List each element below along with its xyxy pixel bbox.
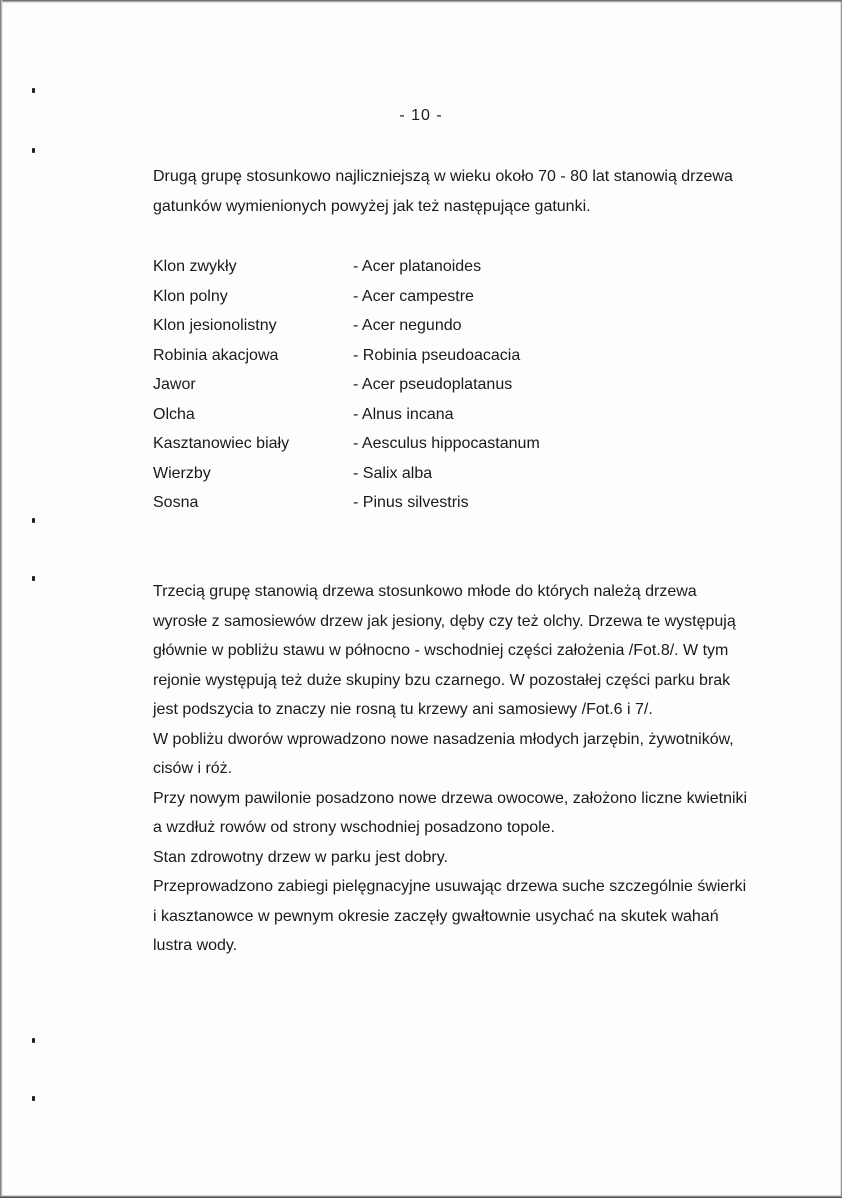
scan-edge-top [0, 0, 842, 3]
paragraph-line: wyrosłe z samosiewów drzew jak jesiony, dęby czy też olchy. Drzewa te występują [153, 612, 736, 630]
species-latin-name: - Acer negundo [353, 317, 462, 334]
paragraph-line: głównie w pobliżu stawu w północno - wschodniej części założenia /Fot.8/. W tym [153, 642, 729, 659]
paragraph-line: cisów i róż. [153, 760, 233, 777]
paragraph-line: jest podszycia to znaczy nie rosną tu krzewy ani samosiewy /Fot.6 i 7/. [153, 701, 653, 718]
species-row [153, 459, 673, 489]
species-latin-name: - Pinus silvestris [353, 494, 469, 511]
species-latin-name: - Acer pseudoplatanus [353, 376, 513, 393]
paragraph-line: Trzecią grupę stanowią drzewa stosunkowo młode do których należą drzewa [153, 583, 697, 600]
species-polish-name: Olcha [153, 405, 195, 423]
paragraph-line: rejonie występują też duże skupiny bzu czarnego. W pozostałej części parku brak [153, 671, 731, 689]
species-polish-name: Klon polny [153, 287, 228, 305]
species-row [153, 311, 673, 341]
scan-speck [32, 88, 35, 93]
scan-speck [32, 518, 35, 523]
species-polish-name: Kasztanowiec biały [153, 435, 290, 452]
body-paragraph [153, 577, 793, 961]
species-latin-name: - Robinia pseudoacacia [353, 346, 521, 364]
species-latin-name: - Acer campestre [353, 287, 474, 305]
scan-speck [32, 1096, 35, 1101]
species-row [153, 429, 673, 459]
species-list [153, 252, 673, 518]
paragraph-line: a wzdłuż rowów od strony wschodniej posadzono topole. [153, 819, 556, 836]
intro-paragraph [153, 162, 793, 221]
species-row [153, 370, 673, 400]
page-number: - 10 - [399, 107, 443, 124]
species-polish-name: Klon zwykły [153, 258, 237, 275]
species-latin-name: - Aesculus hippocastanum [353, 435, 540, 452]
paragraph-line: W pobliżu dworów wprowadzono nowe nasadzenia młodych jarzębin, żywotników, [153, 730, 734, 748]
paragraph-line: i kasztanowce w pewnym okresie zaczęły gwałtownie usychać na skutek wahań [153, 907, 719, 925]
species-polish-name: Sosna [153, 494, 199, 511]
paragraph-line: Przeprowadzono zabiegi pielęgnacyjne usuwając drzewa suche szczególnie świerki [153, 878, 747, 895]
paragraph-line: Stan zdrowotny drzew w parku jest dobry. [153, 848, 448, 866]
scan-speck [32, 1038, 35, 1043]
species-polish-name: Jawor [153, 376, 196, 393]
scan-speck [32, 148, 35, 153]
species-polish-name: Wierzby [153, 464, 211, 482]
species-latin-name: - Acer platanoides [353, 258, 482, 275]
species-row [153, 400, 673, 430]
species-polish-name: Klon jesionolistny [153, 317, 277, 334]
species-latin-name: - Salix alba [353, 464, 433, 482]
paragraph-line: lustra wody. [153, 937, 238, 954]
scan-speck [32, 576, 35, 581]
paragraph-line: Przy nowym pawilonie posadzono nowe drzewa owocowe, założono liczne kwietniki [153, 789, 748, 807]
species-row [153, 341, 673, 371]
scan-edge-left [0, 0, 3, 1198]
species-row [153, 282, 673, 312]
species-polish-name: Robinia akacjowa [153, 346, 279, 364]
paragraph-line: gatunków wymienionych powyżej jak też następujące gatunki. [153, 197, 591, 215]
species-row [153, 252, 673, 282]
species-row [153, 488, 673, 518]
paragraph-line: Drugą grupę stosunkowo najliczniejszą w wieku około 70 - 80 lat stanowią drzewa [153, 168, 733, 185]
species-latin-name: - Alnus incana [353, 405, 454, 423]
